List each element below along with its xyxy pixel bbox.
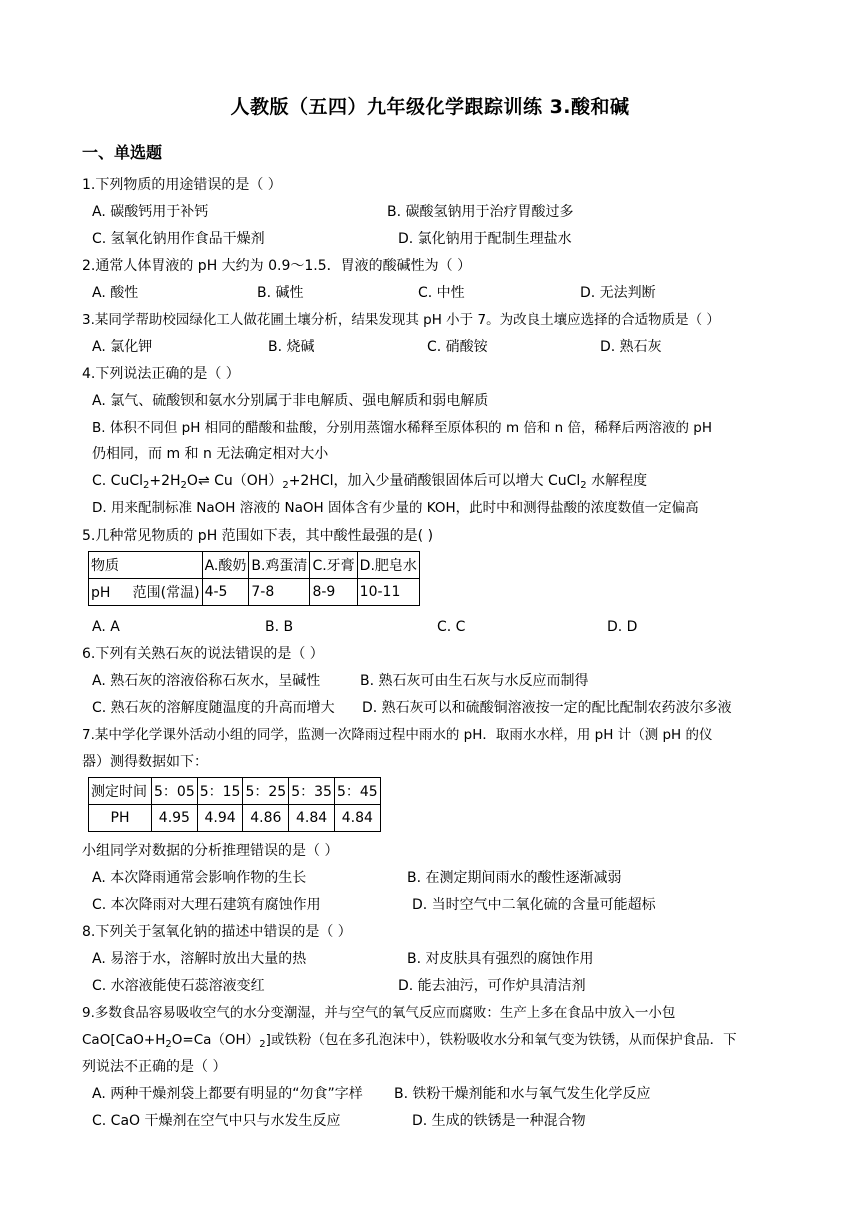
formula-text: C. CuCl (92, 473, 143, 489)
question-4-option-b[interactable]: B. 体积不同但 pH 相同的醋酸和盐酸，分别用蒸馏水稀释至原体积的 m 倍和 n 倍，稀释后两溶液的 pH (92, 420, 713, 436)
question-8-option-c[interactable]: C. 水溶液能使石蕊溶液变红 (92, 978, 265, 994)
question-7-stem: 7.某中学化学课外活动小组的同学，监测一次降雨过程中雨水的 pH．取雨水水样，用 pH 计（测 pH 的仪 (82, 727, 713, 743)
table-cell: 5：05 (152, 778, 198, 805)
question-3-option-b[interactable]: B. 烧碱 (268, 339, 315, 355)
formula-text: O⇌ Cu（OH） (186, 473, 283, 489)
subscript: 2 (165, 1039, 172, 1050)
table-cell: 物质 (89, 552, 203, 579)
question-6-stem: 6.下列有关熟石灰的说法错误的是（ ） (82, 646, 324, 662)
question-5-option-b[interactable]: B. B (265, 619, 294, 635)
table-cell: 4.84 (334, 805, 380, 832)
question-3-stem: 3.某同学帮助校园绿化工人做花圃土壤分析，结果发现其 pH 小于 7。为改良土壤应选择的合适物质是（ ） (82, 312, 720, 328)
question-6-option-d[interactable]: D. 熟石灰可以和硫酸铜溶液按一定的配比配制农药波尔多液 (362, 700, 732, 716)
question-2-option-d[interactable]: D. 无法判断 (580, 285, 656, 301)
question-4-stem: 4.下列说法正确的是（ ） (82, 366, 240, 382)
question-8-option-a[interactable]: A. 易溶于水，溶解时放出大量的热 (92, 951, 307, 967)
question-3-option-a[interactable]: A. 氯化钾 (92, 339, 153, 355)
formula-text: CaO[CaO+H (82, 1032, 166, 1048)
table-cell: 4.84 (289, 805, 335, 832)
question-7-prompt: 小组同学对数据的分析推理错误的是（ ） (82, 843, 339, 859)
question-1-option-b[interactable]: B. 碳酸氢钠用于治疗胃酸过多 (387, 204, 574, 220)
question-7-option-a[interactable]: A. 本次降雨通常会影响作物的生长 (92, 870, 307, 886)
formula-text: ]或铁粉（包在多孔泡沫中），铁粉吸收水分和氧气变为铁锈，从而保护食品．下 (265, 1032, 737, 1048)
question-2-option-b[interactable]: B. 碱性 (257, 285, 304, 301)
table-cell: 测定时间 (89, 778, 152, 805)
formula-text: 水解程度 (586, 473, 648, 489)
question-7-option-d[interactable]: D. 当时空气中二氧化硫的含量可能超标 (412, 897, 656, 913)
table-cell: PH (89, 805, 152, 832)
page-title: 人教版（五四）九年级化学跟踪训练 3.酸和碱 (230, 96, 630, 118)
question-1-stem: 1.下列物质的用途错误的是（ ） (82, 177, 282, 193)
table-cell: 7-8 (249, 579, 310, 606)
ph-range-table (88, 551, 420, 606)
table-cell: A.酸奶 (202, 552, 249, 579)
question-1-option-a[interactable]: A. 碳酸钙用于补钙 (92, 204, 209, 220)
question-1-option-c[interactable]: C. 氢氧化钠用作食品干燥剂 (92, 231, 265, 247)
table-cell: 5：35 (289, 778, 335, 805)
question-2-stem: 2.通常人体胃液的 pH 大约为 0.9～1.5．胃液的酸碱性为（ ） (82, 258, 472, 274)
question-7-option-c[interactable]: C. 本次降雨对大理石建筑有腐蚀作用 (92, 897, 321, 913)
question-9-stem-continued (82, 1030, 737, 1050)
table-row (89, 805, 381, 832)
formula-text: +2H (149, 473, 181, 489)
subscript: 2 (580, 480, 587, 491)
question-9-option-c[interactable]: C. CaO 干燥剂在空气中只与水发生反应 (92, 1113, 341, 1129)
table-row (89, 579, 420, 606)
question-9-option-d[interactable]: D. 生成的铁锈是一种混合物 (412, 1113, 586, 1129)
table-cell: 8-9 (310, 579, 357, 606)
section-heading: 一、单选题 (82, 143, 163, 162)
question-5-option-a[interactable]: A. A (92, 619, 120, 635)
table-cell: 4.94 (197, 805, 243, 832)
table-cell: D.肥皂水 (357, 552, 419, 579)
table-cell: B.鸡蛋清 (249, 552, 310, 579)
table-cell: 5：15 (197, 778, 243, 805)
question-1-option-d[interactable]: D. 氯化钠用于配制生理盐水 (398, 231, 572, 247)
formula-text: +2HCl，加入少量硝酸银固体后可以增大 CuCl (288, 473, 581, 489)
question-8-option-b[interactable]: B. 对皮肤具有强烈的腐蚀作用 (407, 951, 594, 967)
question-5-option-c[interactable]: C. C (437, 619, 466, 635)
table-cell: 5：25 (243, 778, 289, 805)
question-7-option-b[interactable]: B. 在测定期间雨水的酸性逐渐减弱 (407, 870, 622, 886)
table-cell: 10-11 (357, 579, 419, 606)
subscript: 2 (143, 480, 150, 491)
question-6-option-a[interactable]: A. 熟石灰的溶液俗称石灰水，呈碱性 (92, 673, 321, 689)
table-row (89, 778, 381, 805)
rainwater-ph-table (88, 777, 381, 832)
table-row (89, 552, 420, 579)
question-9-prompt: 列说法不正确的是（ ） (82, 1059, 227, 1075)
question-4-option-b-continued: 仍相同，而 m 和 n 无法确定相对大小 (92, 446, 329, 462)
question-2-option-a[interactable]: A. 酸性 (92, 285, 139, 301)
question-6-option-b[interactable]: B. 熟石灰可由生石灰与水反应而制得 (360, 673, 589, 689)
question-9-option-b[interactable]: B. 铁粉干燥剂能和水与氧气发生化学反应 (394, 1086, 651, 1102)
question-5-option-d[interactable]: D. D (607, 619, 638, 635)
question-8-option-d[interactable]: D. 能去油污，可作炉具清洁剂 (398, 978, 586, 994)
subscript: 2 (180, 480, 187, 491)
table-cell: pH 范围(常温) (89, 579, 203, 606)
subscript: 2 (282, 480, 289, 491)
question-4-option-c[interactable] (92, 471, 647, 491)
subscript: 2 (259, 1039, 266, 1050)
question-4-option-a[interactable]: A. 氯气、硫酸钡和氨水分别属于非电解质、强电解质和弱电解质 (92, 393, 489, 409)
question-9-option-a[interactable]: A. 两种干燥剂袋上都要有明显的“勿食”字样 (92, 1086, 363, 1102)
question-2-option-c[interactable]: C. 中性 (418, 285, 465, 301)
table-cell: 5：45 (334, 778, 380, 805)
table-cell: 4.86 (243, 805, 289, 832)
formula-text: O=Ca（OH） (171, 1032, 260, 1048)
table-cell: C.牙膏 (310, 552, 357, 579)
question-9-stem: 9.多数食品容易吸收空气的水分变潮湿，并与空气的氧气反应而腐败：生产上多在食品中放入一小包 (82, 1005, 676, 1021)
question-3-option-c[interactable]: C. 硝酸铵 (427, 339, 488, 355)
question-5-stem: 5.几种常见物质的 pH 范围如下表，其中酸性最强的是( ) (82, 528, 434, 544)
question-8-stem: 8.下列关于氢氧化钠的描述中错误的是（ ） (82, 924, 352, 940)
question-7-stem-continued: 器）测得数据如下： (82, 754, 208, 770)
table-cell: 4.95 (152, 805, 198, 832)
question-3-option-d[interactable]: D. 熟石灰 (600, 339, 662, 355)
question-6-option-c[interactable]: C. 熟石灰的溶解度随温度的升高而增大 (92, 700, 335, 716)
question-4-option-d[interactable]: D. 用来配制标准 NaOH 溶液的 NaOH 固体含有少量的 KOH，此时中和测得盐酸的浓度数值一定偏高 (92, 500, 699, 516)
table-cell: 4-5 (202, 579, 249, 606)
